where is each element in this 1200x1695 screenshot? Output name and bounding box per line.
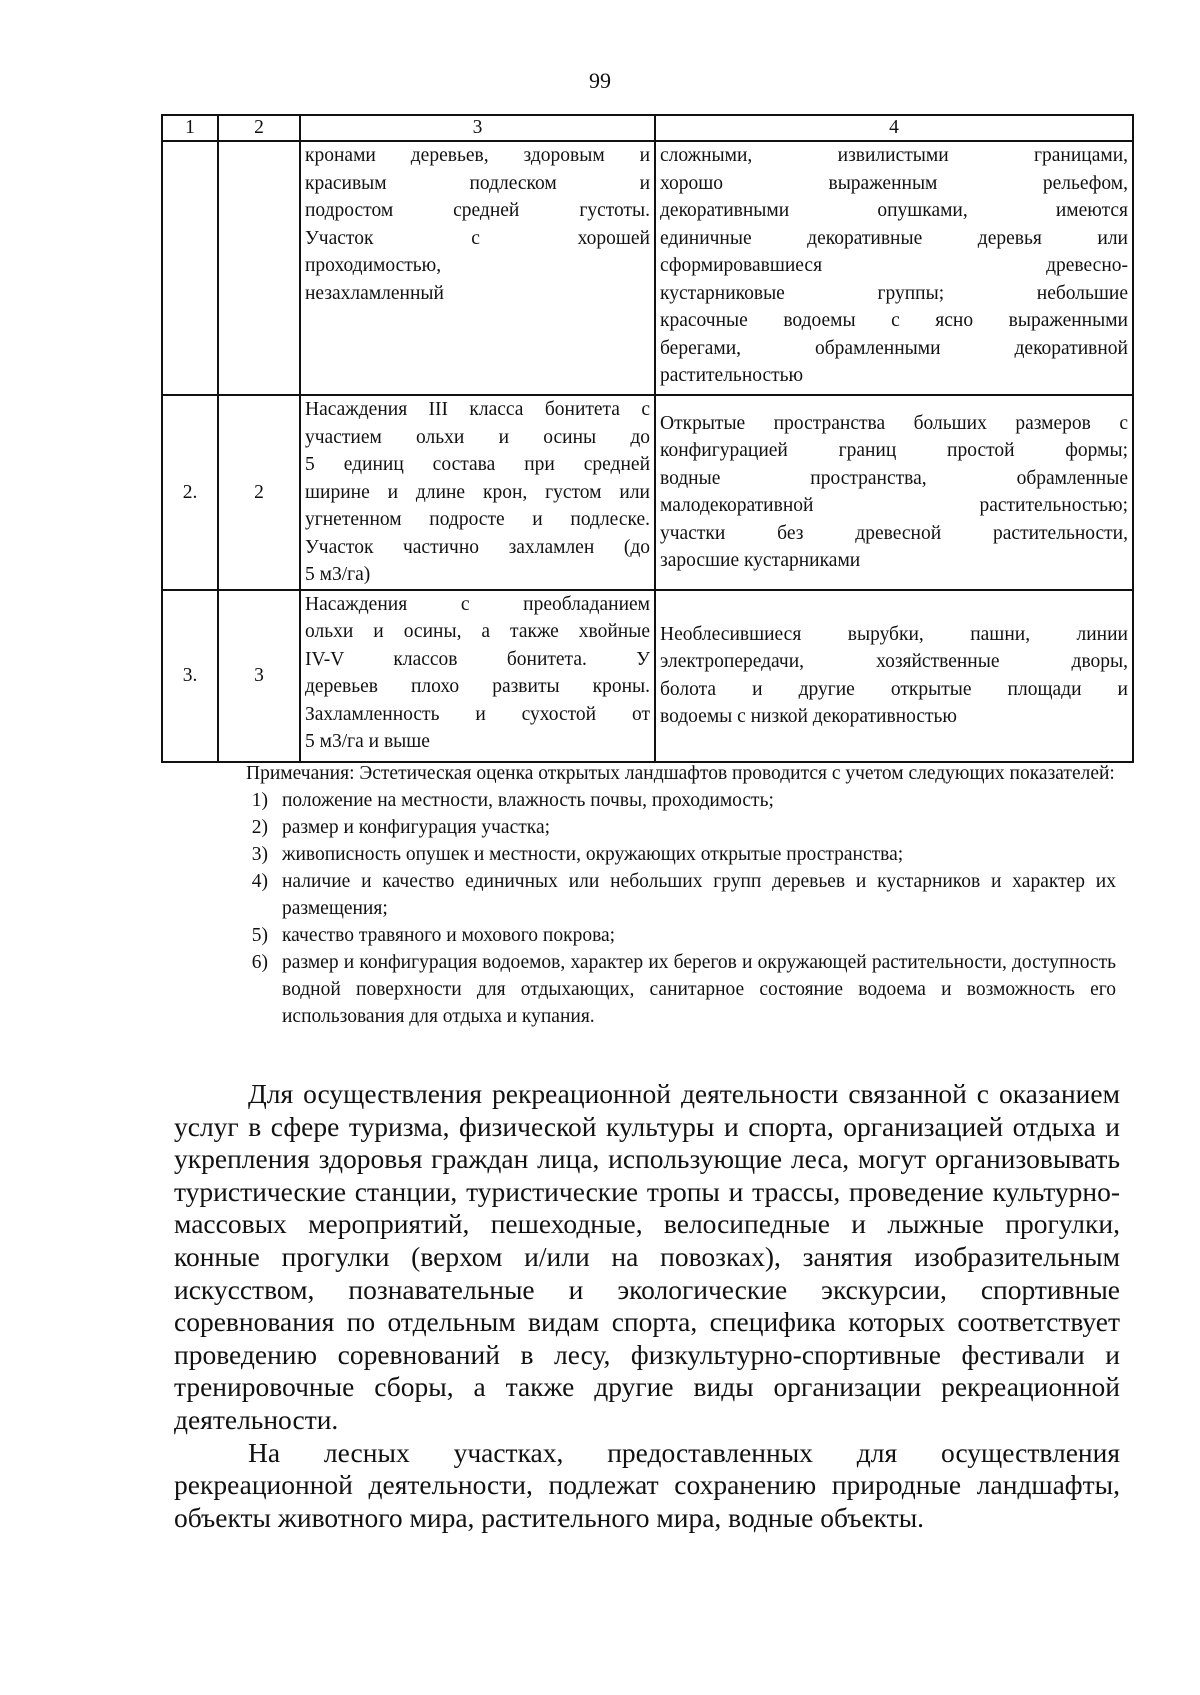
- cell-text-line: электропередачи, хозяйственные дворы,: [660, 651, 1128, 672]
- cell-text-line: незахламленный: [305, 282, 444, 304]
- cell-text-line: угнетенном подросте и подлеске.: [305, 509, 650, 530]
- list-item: [176, 949, 1116, 1030]
- cell-text-line: растительностью: [660, 365, 804, 386]
- table-cell-class: [218, 141, 300, 395]
- table-cell-landscape-description: [655, 141, 1133, 395]
- cell-text-line: кронами деревьев, здоровым и: [305, 145, 650, 166]
- list-item-number: 2): [251, 817, 268, 838]
- list-item: [176, 922, 1116, 949]
- page-number: 99: [589, 68, 611, 93]
- list-item-text: наличие и качество единичных или небольших групп деревьев и кустарников и характер их размещения;: [282, 871, 1116, 919]
- table-cell-landscape-description: [655, 590, 1133, 762]
- paragraph: Для осуществления рекреационной деятельности связанной с оказанием услуг в сфере туризма, физической культуры и спорта, организацией отдыха и укрепления здоровья граждан лица, использующие леса, могут организовывать туристические станции, туристические тропы и трассы, проведение культурно-массовых мероприятий, пешеходные, велосипедные и лыжные прогулки, конные прогулки (верхом и/или на повозках), занятия изобразительным искусством, познавательные и экологические экскурсии, спортивные соревнования по отдельным видам спорта, специфика которых соответствует проведению соревнований в лесу, физкультурно-спортивные фестивали и тренировочные сборы, а также другие виды организации рекреационной деятельности.: [174, 1078, 1120, 1435]
- list-item-number: 5): [251, 925, 268, 946]
- table-cell-class: 2: [218, 395, 300, 590]
- cell-text-line: красочные водоемы с ясно выраженными: [660, 310, 1128, 331]
- cell-text-line: красивым подлеском и: [305, 172, 650, 194]
- list-item: [176, 814, 1116, 841]
- cell-text-line: единичные декоративные деревья или: [660, 227, 1128, 249]
- cell-text-line: участки без древесной растительности,: [660, 522, 1128, 544]
- cell-text-line: IV-V классов бонитета. У: [305, 648, 650, 670]
- cell-text-line: кустарниковые группы; небольшие: [660, 282, 1128, 304]
- list-item-text: размер и конфигурация участка;: [282, 817, 551, 838]
- table-row: [162, 395, 1133, 590]
- notes-intro: Примечания: Эстетическая оценка открытых ландшафтов проводится с учетом следующих показателей:: [246, 763, 1115, 784]
- list-item: [176, 841, 1116, 868]
- table-cell-stand-description: [300, 395, 655, 590]
- cell-text-line: берегами, обрамленными декоративной: [660, 337, 1128, 359]
- table-cell-index: 2.: [162, 395, 218, 590]
- list-item-number: 4): [251, 871, 268, 892]
- cell-text-line: сложными, извилистыми границами,: [660, 145, 1128, 166]
- cell-text-line: 5 м3/га и выше: [305, 731, 430, 752]
- cell-text-line: хорошо выраженным рельефом,: [660, 172, 1128, 194]
- cell-text-line: проходимостью,: [305, 255, 442, 276]
- cell-text-line: 5 единиц состава при средней: [305, 454, 650, 475]
- notes-section: [176, 760, 1116, 1030]
- cell-text-line: Захламленность и сухостой от: [305, 703, 650, 725]
- cell-text-line: Насаждения III класса бонитета с: [305, 399, 650, 420]
- table-cell-index: [162, 141, 218, 395]
- table-cell-class: 3: [218, 590, 300, 762]
- cell-text-line: конфигурацией границ простой формы;: [660, 440, 1128, 462]
- cell-text-line: участием ольхи и осины до: [305, 426, 650, 448]
- cell-text-line: Открытые пространства больших размеров с: [660, 412, 1128, 434]
- table-header-cell: 3: [300, 115, 655, 141]
- cell-text-line: болота и другие открытые площади и: [660, 678, 1128, 700]
- cell-text-line: малодекоративной растительностью;: [660, 495, 1128, 517]
- list-item-text: размер и конфигурация водоемов, характер их берегов и окружающей растительности, доступность водной поверхности для отдыхающих, санитарное состояние водоема и возможность его использования для отдыха и купания.: [282, 952, 1116, 1027]
- cell-text-line: водоемы с низкой декоративностью: [660, 706, 957, 727]
- table-cell-stand-description: [300, 141, 655, 395]
- cell-text-line: деревьев плохо развиты кроны.: [305, 676, 650, 697]
- table-header-cell: 4: [655, 115, 1133, 141]
- cell-text-line: Насаждения с преобладанием: [305, 593, 650, 615]
- list-item-text: положение на местности, влажность почвы, проходимость;: [282, 790, 774, 811]
- assessment-table: [161, 114, 1134, 763]
- list-item-number: 1): [251, 790, 268, 811]
- cell-text-line: водные пространства, обрамленные: [660, 467, 1128, 489]
- cell-text-line: заросшие кустарниками: [660, 550, 861, 572]
- cell-text-line: 5 м3/га): [305, 564, 371, 585]
- table-cell-stand-description: [300, 590, 655, 762]
- list-item: [176, 787, 1116, 814]
- table-cell-landscape-description: [655, 395, 1133, 590]
- list-item-number: 6): [251, 952, 268, 973]
- cell-text-line: ольхи и осины, а также хвойные: [305, 621, 650, 642]
- cell-text-line: сформировавшиеся древесно-: [660, 255, 1128, 276]
- cell-text-line: декоративными опушками, имеются: [660, 200, 1128, 221]
- list-item-number: 3): [251, 844, 268, 865]
- main-text: [174, 1078, 1120, 1534]
- cell-text-line: Участок частично захламлен (до: [305, 536, 650, 558]
- cell-text-line: Необлесившиеся вырубки, пашни, линии: [660, 623, 1128, 645]
- paragraph: На лесных участках, предоставленных для осуществления рекреационной деятельности, подлежат сохранению природные ландшафты, объекты животного мира, растительного мира, водные объекты.: [174, 1436, 1120, 1533]
- cell-text-line: ширине и длине крон, густом или: [305, 481, 650, 503]
- notes-list: [176, 787, 1116, 1030]
- table-row: [162, 590, 1133, 762]
- table-header-cell: 2: [218, 115, 300, 141]
- table-header-cell: 1: [162, 115, 218, 141]
- cell-text-line: подростом средней густоты.: [305, 200, 650, 221]
- list-item-text: качество травяного и мохового покрова;: [282, 925, 616, 946]
- table-cell-index: 3.: [162, 590, 218, 762]
- list-item-text: живописность опушек и местности, окружающих открытые пространства;: [282, 844, 904, 865]
- list-item: [176, 868, 1116, 922]
- table-row: [162, 141, 1133, 395]
- cell-text-line: Участок с хорошей: [305, 227, 650, 249]
- table-header-row: [162, 115, 1133, 141]
